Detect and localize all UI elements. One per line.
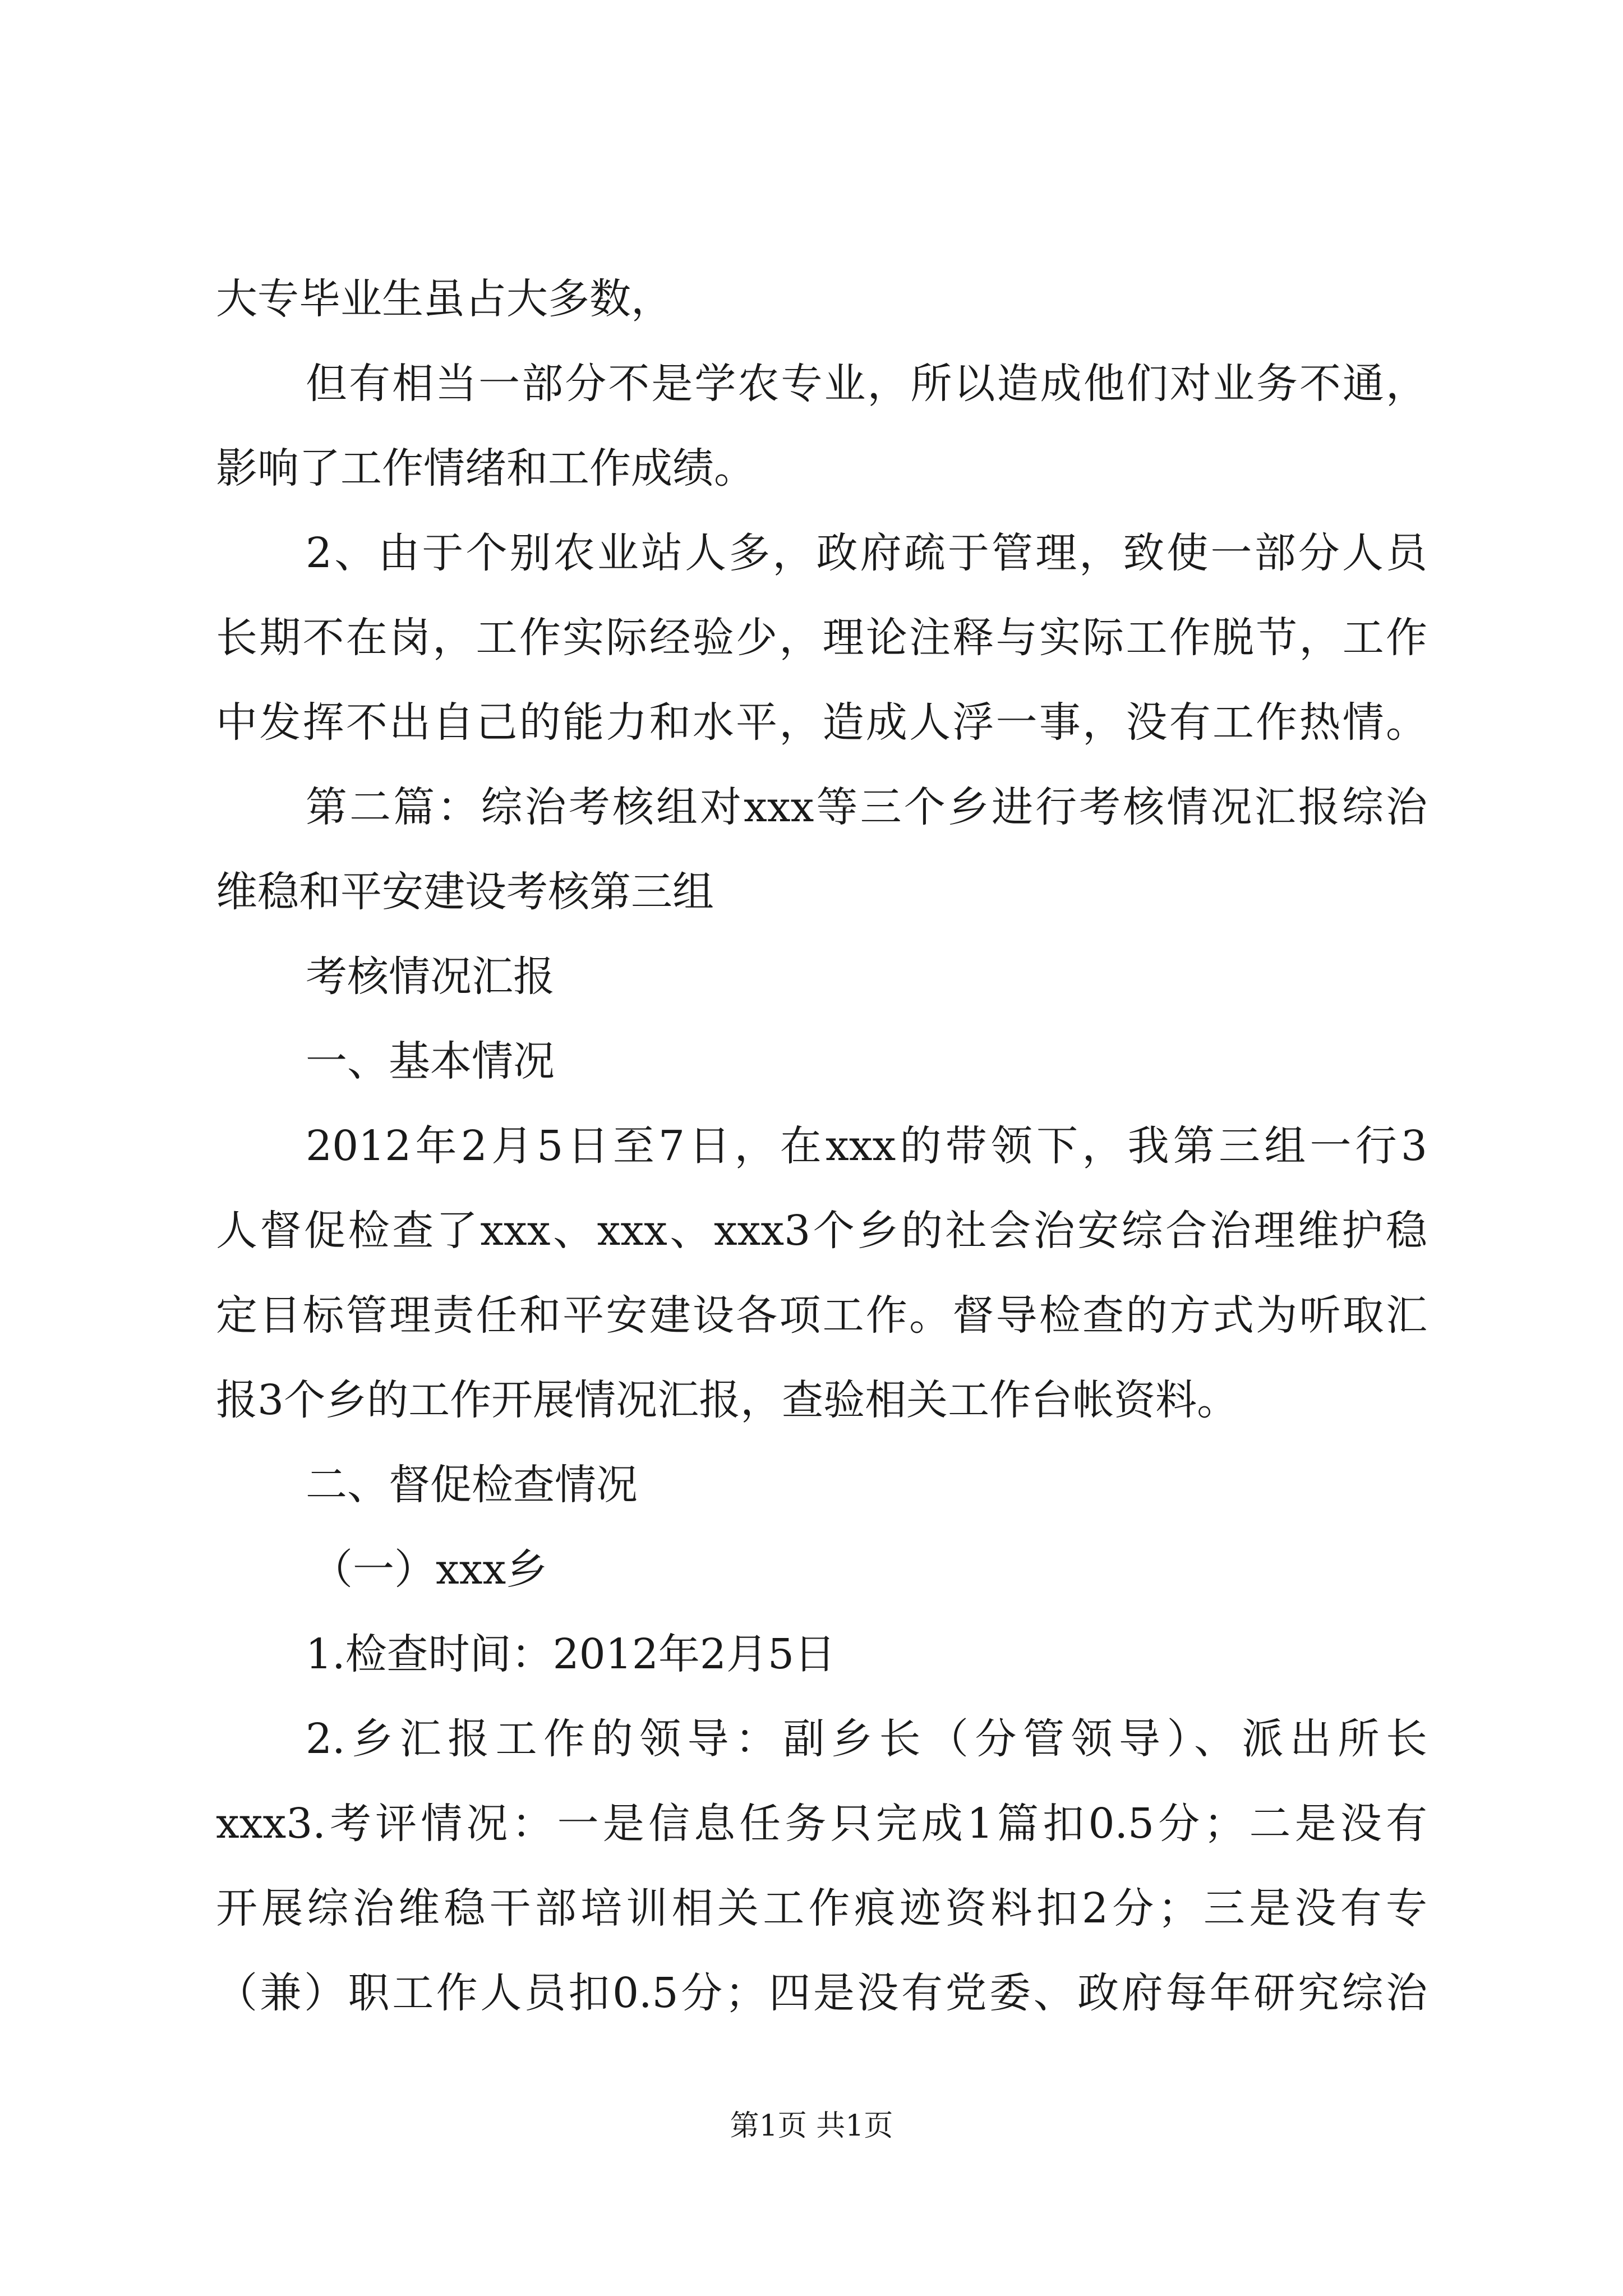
text-line-18: 2.乡汇报工作的领导：副乡长（分管领导）、派出所长 <box>306 1715 1427 1763</box>
page-footer: 第1页 共1页 <box>730 2109 893 2143</box>
text-line-6: 中发挥不出自己的能力和水平，造成人浮一事，没有工作热情。 <box>216 698 1427 747</box>
text-line-7: 第二篇：综治考核组对xxx等三个乡进行考核情况汇报综治 <box>306 783 1427 831</box>
text-line-1: 大专毕业生虽占大多数， <box>216 275 672 323</box>
text-line-4: 2、由于个别农业站人多，政府疏于管理，致使一部分人员 <box>306 529 1427 577</box>
text-line-13: 定目标管理责任和平安建设各项工作。督导检查的方式为听取汇 <box>216 1291 1427 1340</box>
text-line-12: 人督促检查了xxx、xxx、xxx3个乡的社会治安综合治理维护稳 <box>216 1207 1427 1255</box>
text-line-5: 长期不在岗，工作实际经验少，理论注释与实际工作脱节，工作 <box>216 614 1427 662</box>
section-heading-inspection: 二、督促检查情况 <box>306 1461 638 1509</box>
text-line-14: 报3个乡的工作开展情况汇报，查验相关工作台帐资料。 <box>216 1376 1239 1424</box>
text-line-19: xxx3.考评情况：一是信息任务只完成1篇扣0.5分；二是没有 <box>216 1800 1427 1848</box>
text-line-21: （兼）职工作人员扣0.5分；四是没有党委、政府每年研究综治 <box>216 1969 1427 2017</box>
text-line-20: 开展综治维稳干部培训相关工作痕迹资料扣2分；三是没有专 <box>216 1884 1427 1932</box>
document-body <box>216 257 1427 2036</box>
text-line-3: 影响了工作情绪和工作成绩。 <box>216 444 755 493</box>
text-line-17: 1.检查时间：2012年2月5日 <box>306 1630 836 1678</box>
text-line-11: 2012年2月5日至7日，在xxx的带领下，我第三组一行3 <box>306 1122 1427 1170</box>
text-line-9: 考核情况汇报 <box>306 953 555 1001</box>
section-heading-basic: 一、基本情况 <box>306 1037 555 1085</box>
text-line-8: 维稳和平安建设考核第三组 <box>216 868 714 916</box>
subsection-heading-township: （一）xxx乡 <box>311 1545 548 1594</box>
text-line-2: 但有相当一部分不是学农专业，所以造成他们对业务不通， <box>306 360 1427 408</box>
